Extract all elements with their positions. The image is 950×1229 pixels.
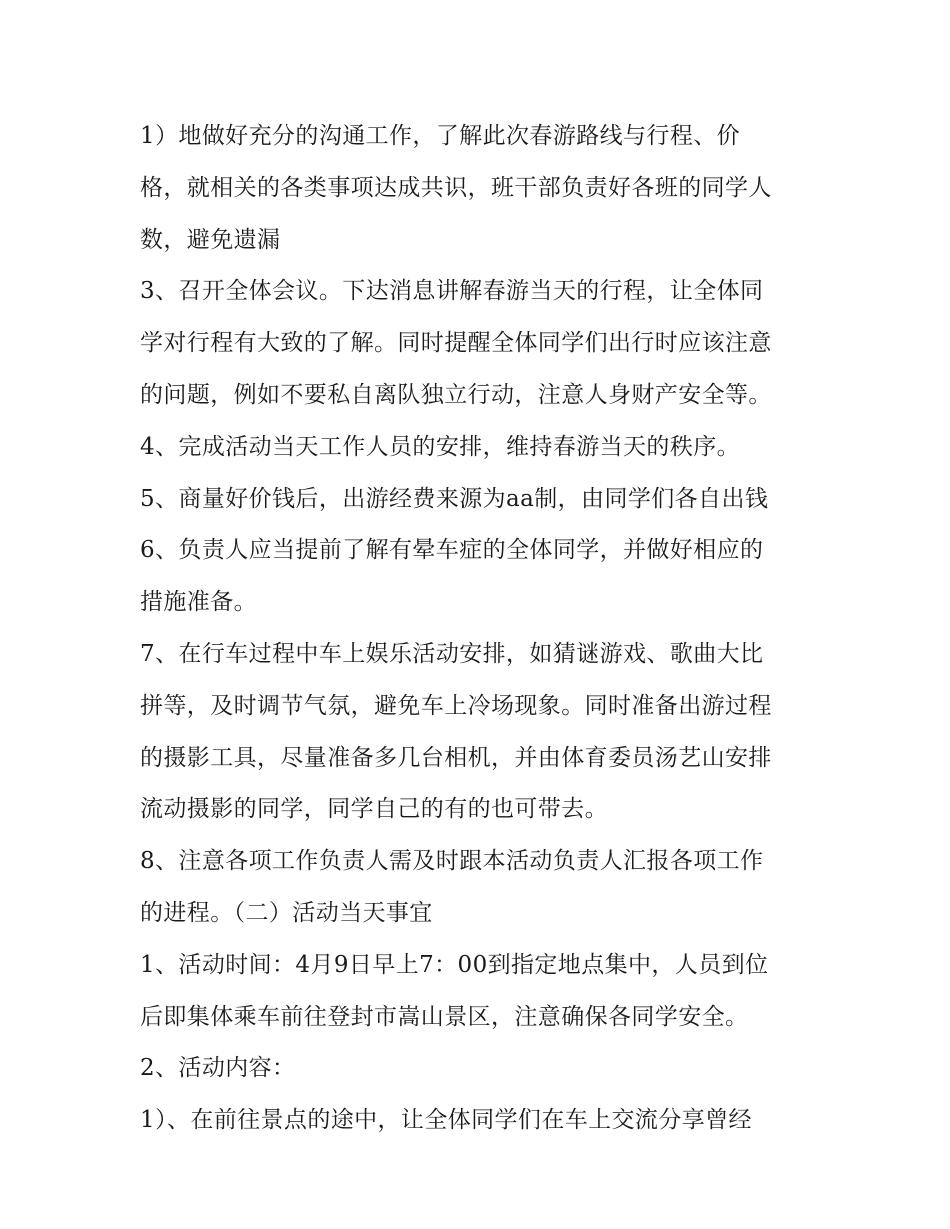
text-line: 学对行程有大致的了解。同时提醒全体同学们出行时应该注意 xyxy=(140,330,772,357)
text-line: 拼等，及时调节气氛，避免车上冷场现象。同时准备出游过程 xyxy=(140,692,772,719)
text-line: 的问题，例如不要私自离队独立行动，注意人身财产安全等。 xyxy=(140,381,772,408)
text-line: 1、活动时间：4月9日早上7：00到指定地点集中，人员到位 xyxy=(140,951,769,978)
text-line: 5、商量好价钱后，出游经费来源为aa制，由同学们各自出钱 xyxy=(140,485,769,512)
text-line: 2、活动内容： xyxy=(140,1055,296,1082)
text-line: 1）、在前往景点的途中，让全体同学们在车上交流分享曾经 xyxy=(140,1107,752,1134)
text-line: 格，就相关的各类事项达成共识，班干部负责好各班的同学人 xyxy=(140,174,772,201)
text-line: 数，避免遗漏 xyxy=(140,226,281,253)
text-line: 7、在行车过程中车上娱乐活动安排，如猜谜游戏、歌曲大比 xyxy=(140,640,764,667)
text-line: 措施准备。 xyxy=(140,589,257,616)
text-line: 的摄影工具，尽量准备多几台相机，并由体育委员汤艺山安排 xyxy=(140,744,772,771)
text-line: 3、召开全体会议。下达消息讲解春游当天的行程，让全体同 xyxy=(140,278,764,305)
text-line: 的进程。（二）活动当天事宜 xyxy=(140,899,433,926)
text-line: 6、负责人应当提前了解有晕车症的全体同学，并做好相应的 xyxy=(140,537,764,564)
text-line: 后即集体乘车前往登封市嵩山景区，注意确保各同学安全。 xyxy=(140,1003,749,1030)
document-body xyxy=(140,111,820,1147)
text-line: 4、完成活动当天工作人员的安排，维持春游当天的秩序。 xyxy=(140,433,741,460)
text-line: 1）地做好充分的沟通工作，了解此次春游路线与行程、价 xyxy=(140,123,741,149)
text-line: 流动摄影的同学，同学自己的有的也可带去。 xyxy=(140,796,608,823)
text-line: 8、注意各项工作负责人需及时跟本活动负责人汇报各项工作 xyxy=(140,848,764,875)
